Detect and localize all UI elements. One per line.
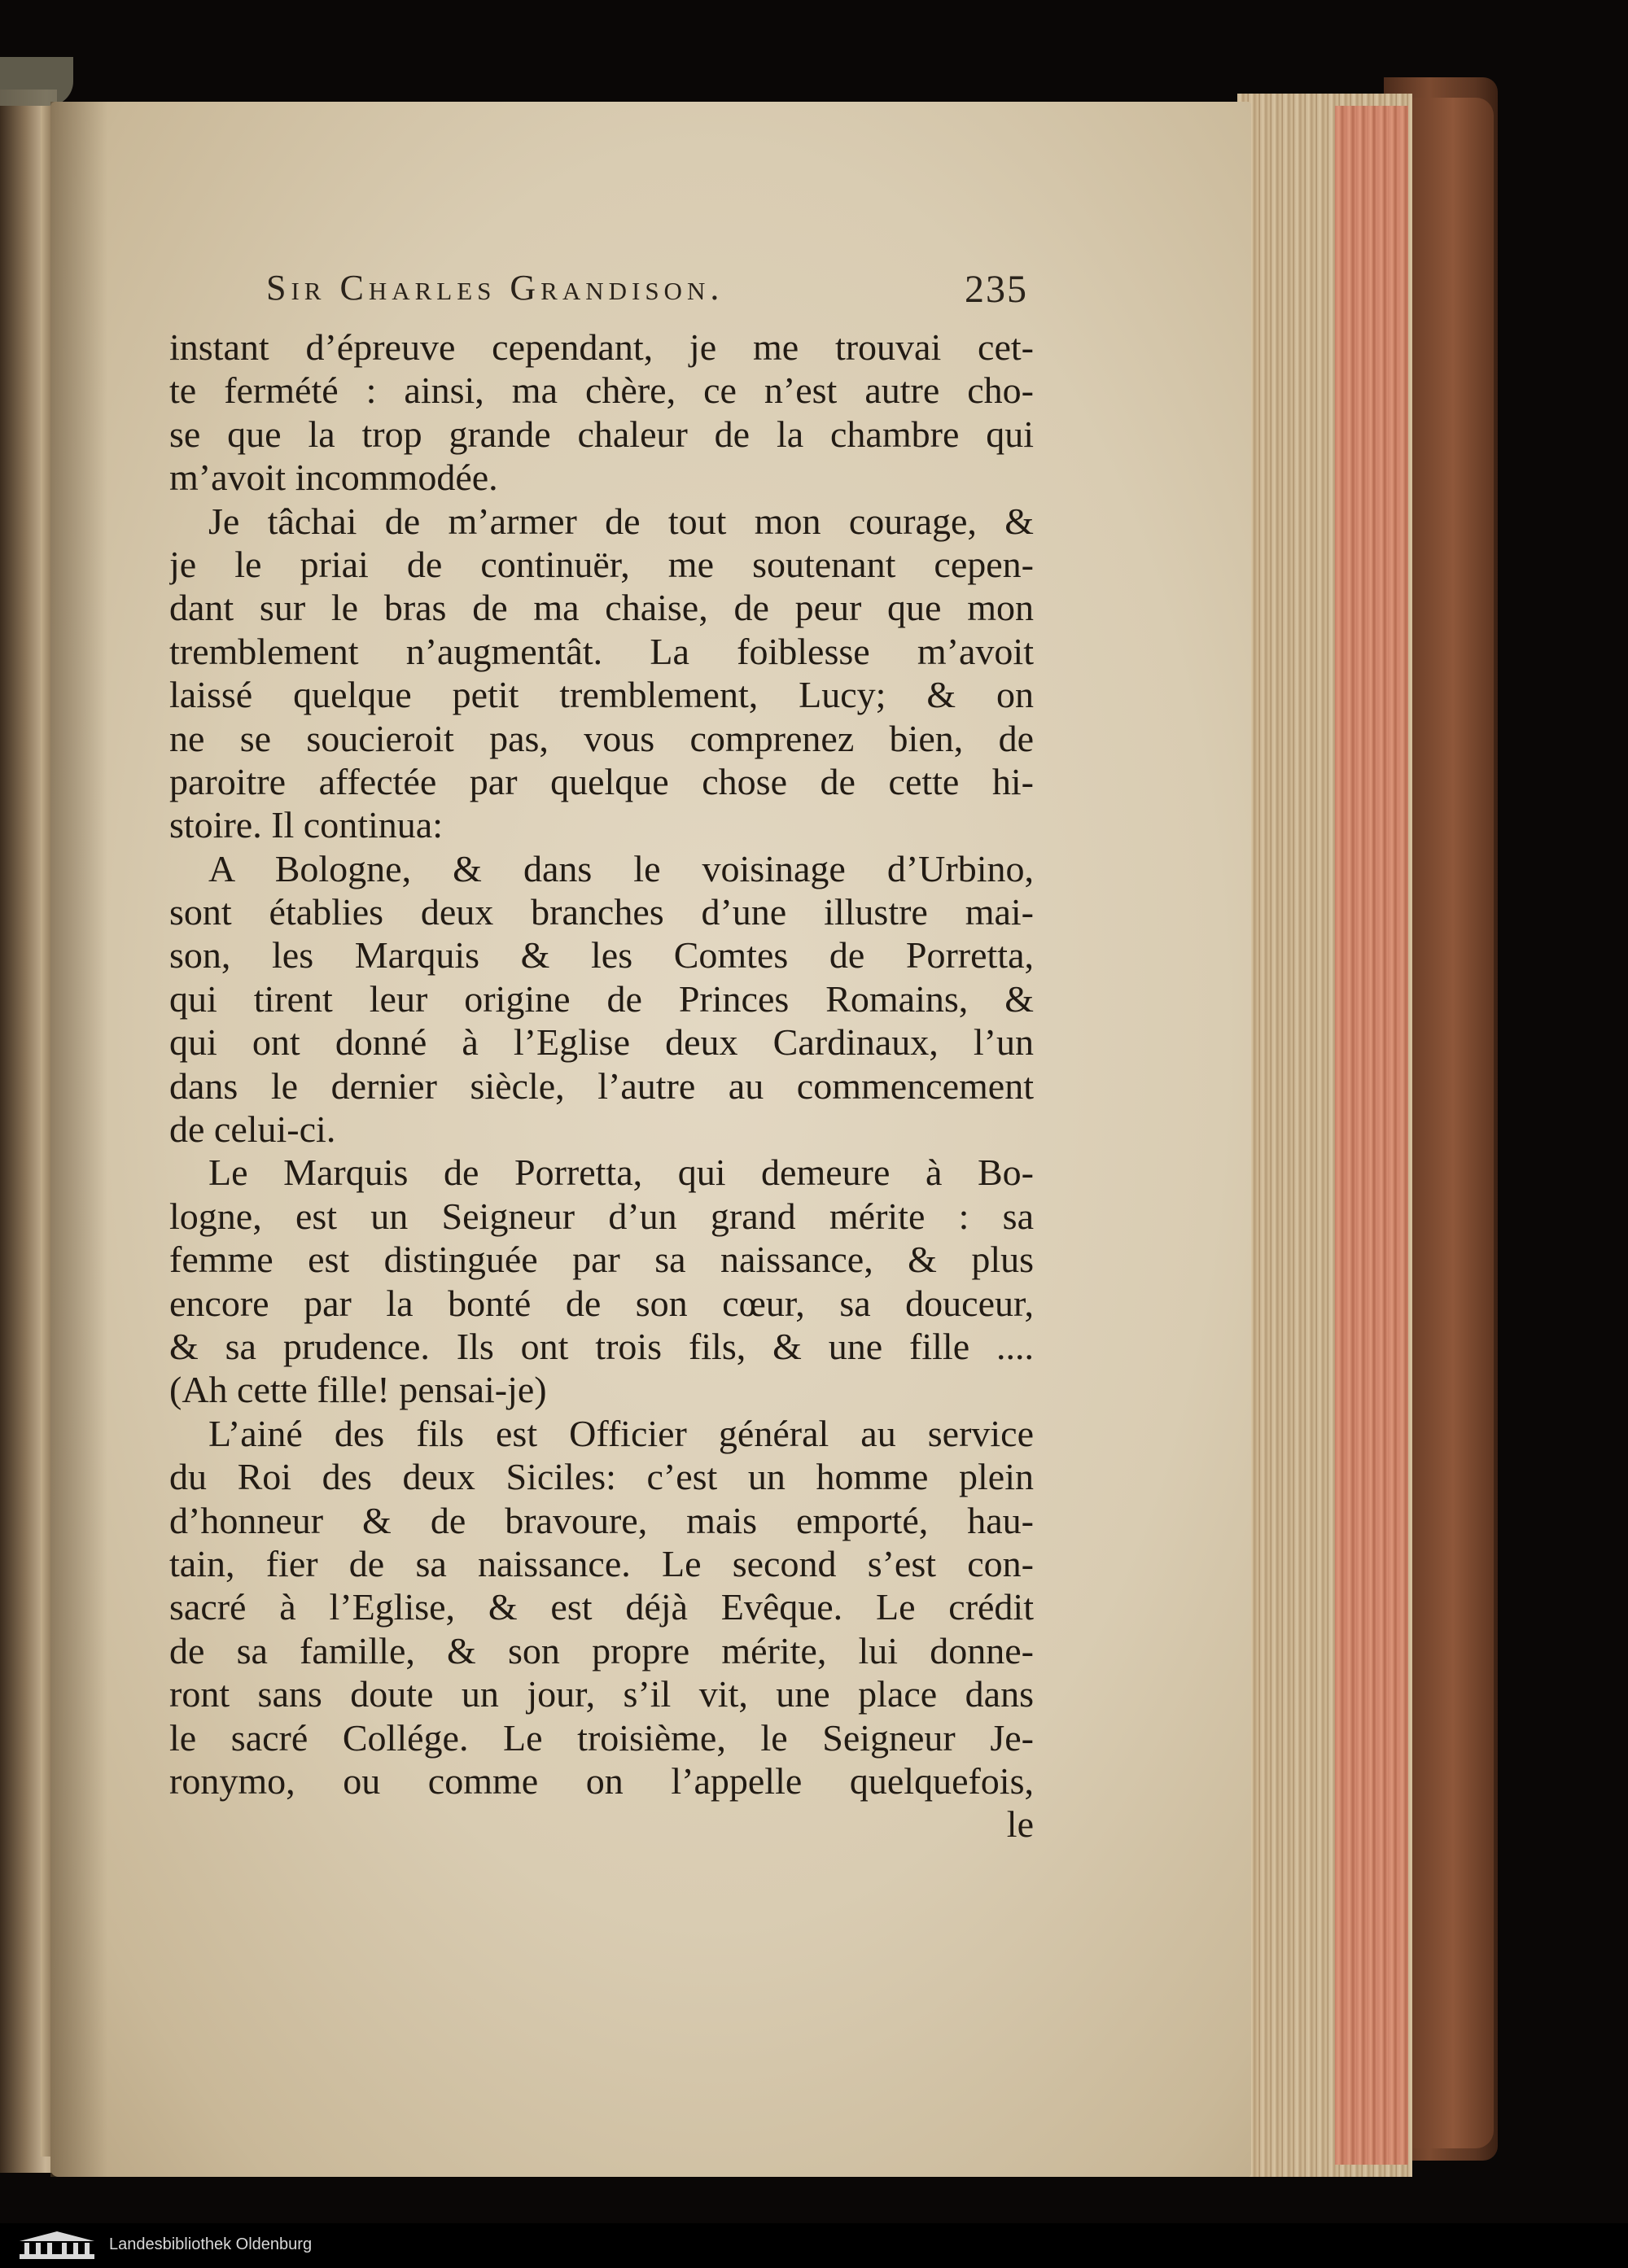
- library-logo-icon: [16, 2230, 98, 2262]
- spine-edge: [0, 57, 73, 106]
- text-line: logne, est un Seigneur d’un grand mérite : sa: [169, 1195, 1034, 1237]
- text-line: (Ah cette fille! pensai-je): [169, 1369, 547, 1411]
- text-line: je le priai de continuër, me soutenant cepen-: [169, 543, 1034, 585]
- text-line: paroitre affectée par quelque chose de cette hi-: [169, 760, 1034, 802]
- text-line: du Roi des deux Siciles: c’est un homme plein: [169, 1456, 1034, 1498]
- text-line: Le Marquis de Porretta, qui demeure à Bo-: [208, 1151, 1034, 1194]
- text-line: femme est distinguée par sa naissance, & plus: [169, 1239, 1034, 1281]
- text-line: son, les Marquis & les Comtes de Porretta,: [169, 934, 1034, 977]
- text-line: & sa prudence. Ils ont trois fils, & une fille ....: [169, 1325, 1034, 1367]
- text-line: ronymo, ou comme on l’appelle quelquefois,: [169, 1759, 1034, 1802]
- text-line: sont établies deux branches d’une illustre mai-: [169, 891, 1034, 933]
- text-line: dans le dernier siècle, l’autre au commencement: [169, 1064, 1034, 1107]
- text-line: te fermété : ainsi, ma chère, ce n’est autre cho-: [169, 369, 1034, 412]
- running-head: [175, 260, 1038, 326]
- text-line: d’honneur & de bravoure, mais emporté, hau-: [169, 1499, 1034, 1541]
- text-line: qui tirent leur origine de Princes Romains, &: [169, 977, 1034, 1020]
- text-line: encore par la bonté de son cœur, sa douceur,: [169, 1282, 1034, 1324]
- text-line: ront sans doute un jour, s’il vit, une place dans: [169, 1673, 1034, 1715]
- text-line: stoire. Il continua:: [169, 804, 443, 846]
- running-title: Sir Charles Grandison.: [266, 268, 724, 308]
- text-line: laissé quelque petit tremblement, Lucy; & on: [169, 674, 1034, 716]
- leather-binding: [1412, 98, 1494, 2148]
- text-line: m’avoit incommodée.: [169, 457, 498, 499]
- text-line: sacré à l’Eglise, & est déjà Evêque. Le crédit: [169, 1586, 1034, 1628]
- catchword: le: [1006, 1803, 1034, 1846]
- text-line: de celui-ci.: [169, 1108, 336, 1151]
- text-line: ne se soucieroit pas, vous comprenez bien, de: [169, 717, 1034, 759]
- red-page-edges: [1335, 106, 1408, 2165]
- text-line: dant sur le bras de ma chaise, de peur que mon: [169, 587, 1034, 629]
- text-line: qui ont donné à l’Eglise deux Cardinaux, l’un: [169, 1021, 1034, 1064]
- text-line: tain, fier de sa naissance. Le second s’est con-: [169, 1542, 1034, 1584]
- text-line: Je tâchai de m’armer de tout mon courage, &: [208, 500, 1034, 542]
- text-line: se que la trop grande chaleur de la chambre qui: [169, 413, 1034, 455]
- text-line: tremblement n’augmentât. La foiblesse m’avoit: [169, 630, 1034, 672]
- page-number: 235: [965, 268, 1028, 311]
- text-line: A Bologne, & dans le voisinage d’Urbino,: [208, 847, 1034, 889]
- text-line: le sacré Collége. Le troisième, le Seigneur Je-: [169, 1716, 1034, 1759]
- text-line: L’ainé des fils est Officier général au service: [208, 1412, 1034, 1454]
- body-text: [169, 326, 1034, 1846]
- text-line: de sa famille, & son propre mérite, lui donne-: [169, 1629, 1034, 1672]
- text-line: instant d’épreuve cependant, je me trouvai cet-: [169, 326, 1034, 368]
- institution-label: Landesbibliothek Oldenburg: [109, 2235, 313, 2253]
- footer-bar: [0, 2223, 1628, 2268]
